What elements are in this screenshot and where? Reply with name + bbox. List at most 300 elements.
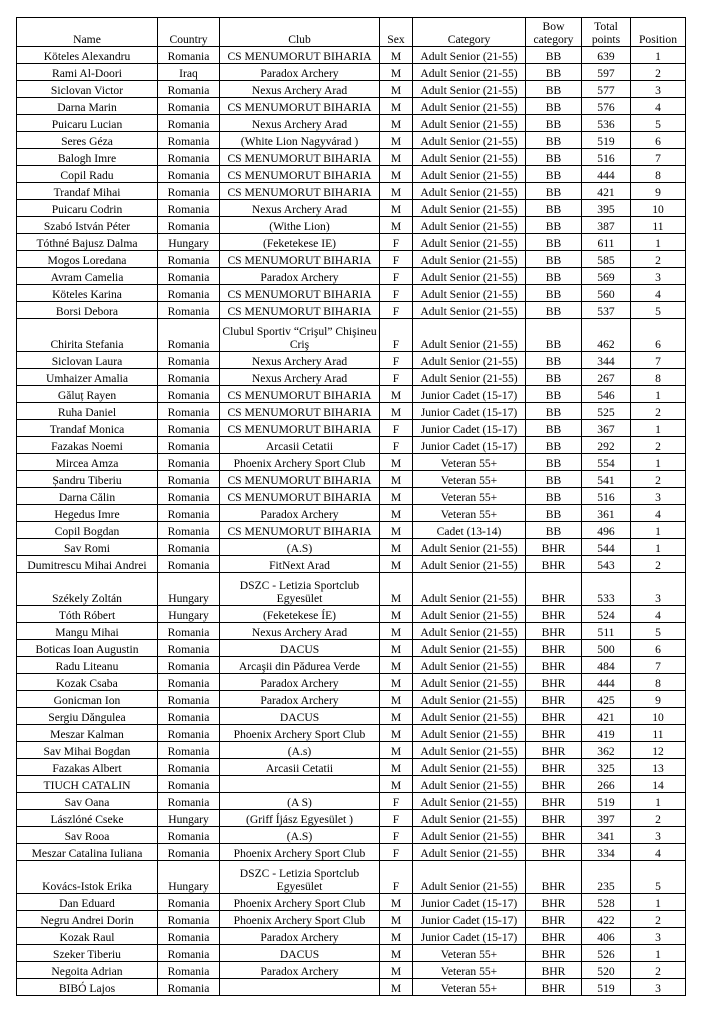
club-cell: Nexus Archery Arad xyxy=(220,352,380,369)
category-cell: Adult Senior (21-55) xyxy=(413,759,526,776)
table-row xyxy=(17,319,686,352)
position-cell: 10 xyxy=(631,200,686,217)
bow-category-cell: BB xyxy=(526,149,582,166)
country-cell: Romania xyxy=(158,285,220,302)
total-points-cell: 325 xyxy=(582,759,631,776)
total-points-cell: 334 xyxy=(582,844,631,861)
category-cell: Adult Senior (21-55) xyxy=(413,285,526,302)
bow-category-cell: BHR xyxy=(526,674,582,691)
bow-category-cell: BHR xyxy=(526,928,582,945)
position-cell: 5 xyxy=(631,623,686,640)
name-cell: Kozak Raul xyxy=(17,928,158,945)
bow-category-cell: BB xyxy=(526,268,582,285)
sex-cell: F xyxy=(380,844,413,861)
country-cell: Romania xyxy=(158,132,220,149)
position-cell: 6 xyxy=(631,132,686,149)
bow-category-cell: BHR xyxy=(526,810,582,827)
country-cell: Romania xyxy=(158,640,220,657)
position-cell: 13 xyxy=(631,759,686,776)
bow-category-cell: BB xyxy=(526,234,582,251)
table-row xyxy=(17,251,686,268)
name-cell: Sav Mihai Bogdan xyxy=(17,742,158,759)
country-cell: Romania xyxy=(158,674,220,691)
position-cell: 1 xyxy=(631,793,686,810)
total-points-cell: 511 xyxy=(582,623,631,640)
total-points-cell: 267 xyxy=(582,369,631,386)
bow-category-cell: BHR xyxy=(526,742,582,759)
table-row xyxy=(17,302,686,319)
results-table xyxy=(16,17,686,996)
country-cell: Romania xyxy=(158,844,220,861)
club-cell: CS MENUMORUT BIHARIA xyxy=(220,183,380,200)
club-cell: CS MENUMORUT BIHARIA xyxy=(220,251,380,268)
sex-cell: M xyxy=(380,776,413,793)
bow-category-cell: BHR xyxy=(526,861,582,894)
category-cell: Adult Senior (21-55) xyxy=(413,793,526,810)
position-cell: 2 xyxy=(631,556,686,573)
category-cell: Adult Senior (21-55) xyxy=(413,81,526,98)
table-row xyxy=(17,962,686,979)
country-cell: Romania xyxy=(158,894,220,911)
position-cell: 3 xyxy=(631,488,686,505)
sex-cell: M xyxy=(380,454,413,471)
club-cell: (A S) xyxy=(220,793,380,810)
club-cell: DSZC - Letizia Sportclub Egyesület xyxy=(220,573,380,606)
position-cell: 7 xyxy=(631,352,686,369)
total-points-cell: 541 xyxy=(582,471,631,488)
category-cell: Adult Senior (21-55) xyxy=(413,674,526,691)
bow-category-cell: BB xyxy=(526,352,582,369)
position-cell: 3 xyxy=(631,827,686,844)
table-row xyxy=(17,47,686,64)
country-cell: Romania xyxy=(158,488,220,505)
total-points-cell: 341 xyxy=(582,827,631,844)
sex-cell: M xyxy=(380,217,413,234)
bow-category-cell: BHR xyxy=(526,657,582,674)
total-points-cell: 526 xyxy=(582,945,631,962)
table-row xyxy=(17,115,686,132)
total-points-cell: 560 xyxy=(582,285,631,302)
club-cell: (Feketekese ÍE) xyxy=(220,606,380,623)
category-cell: Adult Senior (21-55) xyxy=(413,657,526,674)
table-row xyxy=(17,200,686,217)
table-row xyxy=(17,776,686,793)
table-row xyxy=(17,183,686,200)
name-cell: Ruha Daniel xyxy=(17,403,158,420)
table-row xyxy=(17,793,686,810)
position-cell: 2 xyxy=(631,403,686,420)
name-cell: Hegedus Imre xyxy=(17,505,158,522)
sex-cell: M xyxy=(380,166,413,183)
sex-cell: M xyxy=(380,894,413,911)
club-cell: Arcaşii din Pădurea Verde xyxy=(220,657,380,674)
table-row xyxy=(17,911,686,928)
table-row xyxy=(17,759,686,776)
category-cell: Veteran 55+ xyxy=(413,454,526,471)
table-row xyxy=(17,81,686,98)
bow-category-cell: BB xyxy=(526,386,582,403)
name-cell: Borsi Debora xyxy=(17,302,158,319)
country-cell: Romania xyxy=(158,708,220,725)
position-cell: 5 xyxy=(631,861,686,894)
bow-category-cell: BB xyxy=(526,183,582,200)
sex-cell: M xyxy=(380,657,413,674)
club-cell: CS MENUMORUT BIHARIA xyxy=(220,166,380,183)
club-cell: CS MENUMORUT BIHARIA xyxy=(220,420,380,437)
table-row xyxy=(17,369,686,386)
table-row xyxy=(17,945,686,962)
name-cell: Meszar Catalina Iuliana xyxy=(17,844,158,861)
category-cell: Adult Senior (21-55) xyxy=(413,640,526,657)
total-points-cell: 537 xyxy=(582,302,631,319)
sex-cell: F xyxy=(380,302,413,319)
sex-cell: F xyxy=(380,268,413,285)
sex-cell: M xyxy=(380,945,413,962)
bow-category-cell: BB xyxy=(526,115,582,132)
club-cell: Phoenix Archery Sport Club xyxy=(220,454,380,471)
position-cell: 6 xyxy=(631,319,686,352)
bow-category-cell: BB xyxy=(526,369,582,386)
name-cell: Mangu Mihai xyxy=(17,623,158,640)
bow-category-cell: BHR xyxy=(526,962,582,979)
bow-category-cell: BB xyxy=(526,420,582,437)
bow-category-cell: BHR xyxy=(526,691,582,708)
position-cell: 7 xyxy=(631,657,686,674)
table-row xyxy=(17,928,686,945)
position-cell: 2 xyxy=(631,911,686,928)
bow-category-cell: BHR xyxy=(526,979,582,996)
name-cell: Copil Bogdan xyxy=(17,522,158,539)
name-cell: TIUCH CATALIN xyxy=(17,776,158,793)
bow-category-cell: BHR xyxy=(526,894,582,911)
name-cell: Boticas Ioan Augustin xyxy=(17,640,158,657)
name-cell: Lászlóné Cseke xyxy=(17,810,158,827)
position-cell: 9 xyxy=(631,183,686,200)
sex-cell: M xyxy=(380,81,413,98)
table-row xyxy=(17,810,686,827)
club-cell: Paradox Archery xyxy=(220,64,380,81)
total-points-cell: 444 xyxy=(582,674,631,691)
total-points-cell: 422 xyxy=(582,911,631,928)
sex-cell: F xyxy=(380,285,413,302)
name-cell: Meszar Kalman xyxy=(17,725,158,742)
category-cell: Junior Cadet (15-17) xyxy=(413,386,526,403)
sex-cell: M xyxy=(380,505,413,522)
name-cell: Sav Rooa xyxy=(17,827,158,844)
table-row xyxy=(17,234,686,251)
club-cell: CS MENUMORUT BIHARIA xyxy=(220,47,380,64)
table-row xyxy=(17,640,686,657)
name-cell: Kovács-Istok Erika xyxy=(17,861,158,894)
total-points-cell: 484 xyxy=(582,657,631,674)
table-row xyxy=(17,352,686,369)
category-cell: Adult Senior (21-55) xyxy=(413,251,526,268)
name-cell: Fazakas Albert xyxy=(17,759,158,776)
bow-category-cell: BB xyxy=(526,132,582,149)
table-row xyxy=(17,522,686,539)
name-cell: Kozak Csaba xyxy=(17,674,158,691)
bow-category-cell: BHR xyxy=(526,623,582,640)
sex-cell: M xyxy=(380,539,413,556)
bow-category-cell: BB xyxy=(526,522,582,539)
category-cell: Adult Senior (21-55) xyxy=(413,776,526,793)
sex-cell: F xyxy=(380,251,413,268)
sex-cell: F xyxy=(380,827,413,844)
table-row xyxy=(17,979,686,996)
bow-category-cell: BB xyxy=(526,437,582,454)
club-cell: (A.S) xyxy=(220,827,380,844)
header-total-points: Total points xyxy=(582,18,631,47)
country-cell: Romania xyxy=(158,149,220,166)
position-cell: 10 xyxy=(631,708,686,725)
country-cell: Romania xyxy=(158,217,220,234)
club-cell: CS MENUMORUT BIHARIA xyxy=(220,522,380,539)
total-points-cell: 524 xyxy=(582,606,631,623)
total-points-cell: 387 xyxy=(582,217,631,234)
name-cell: Trandaf Mihai xyxy=(17,183,158,200)
country-cell: Romania xyxy=(158,928,220,945)
total-points-cell: 528 xyxy=(582,894,631,911)
sex-cell: M xyxy=(380,471,413,488)
category-cell: Veteran 55+ xyxy=(413,945,526,962)
country-cell: Romania xyxy=(158,98,220,115)
category-cell: Veteran 55+ xyxy=(413,979,526,996)
category-cell: Adult Senior (21-55) xyxy=(413,623,526,640)
sex-cell: M xyxy=(380,606,413,623)
club-cell: (Feketekese IE) xyxy=(220,234,380,251)
total-points-cell: 367 xyxy=(582,420,631,437)
country-cell: Iraq xyxy=(158,64,220,81)
position-cell: 8 xyxy=(631,369,686,386)
bow-category-cell: BB xyxy=(526,505,582,522)
bow-category-cell: BB xyxy=(526,166,582,183)
category-cell: Adult Senior (21-55) xyxy=(413,302,526,319)
category-cell: Adult Senior (21-55) xyxy=(413,708,526,725)
sex-cell: F xyxy=(380,420,413,437)
club-cell xyxy=(220,979,380,996)
country-cell: Romania xyxy=(158,962,220,979)
club-cell: Clubul Sportiv “Crişul” Chişineu Criş xyxy=(220,319,380,352)
club-cell: CS MENUMORUT BIHARIA xyxy=(220,302,380,319)
position-cell: 4 xyxy=(631,606,686,623)
table-body xyxy=(17,47,686,996)
name-cell: Szeker Tiberiu xyxy=(17,945,158,962)
country-cell: Hungary xyxy=(158,234,220,251)
category-cell: Adult Senior (21-55) xyxy=(413,319,526,352)
category-cell: Veteran 55+ xyxy=(413,962,526,979)
total-points-cell: 266 xyxy=(582,776,631,793)
total-points-cell: 525 xyxy=(582,403,631,420)
country-cell: Romania xyxy=(158,166,220,183)
club-cell: Arcasii Cetatii xyxy=(220,437,380,454)
total-points-cell: 519 xyxy=(582,979,631,996)
position-cell: 11 xyxy=(631,217,686,234)
table-row xyxy=(17,623,686,640)
club-cell: Paradox Archery xyxy=(220,268,380,285)
country-cell: Romania xyxy=(158,251,220,268)
total-points-cell: 362 xyxy=(582,742,631,759)
club-cell: (Withe Lion) xyxy=(220,217,380,234)
category-cell: Adult Senior (21-55) xyxy=(413,166,526,183)
position-cell: 2 xyxy=(631,962,686,979)
club-cell: Paradox Archery xyxy=(220,674,380,691)
category-cell: Adult Senior (21-55) xyxy=(413,47,526,64)
sex-cell: M xyxy=(380,962,413,979)
total-points-cell: 421 xyxy=(582,708,631,725)
total-points-cell: 419 xyxy=(582,725,631,742)
country-cell: Romania xyxy=(158,47,220,64)
sex-cell: M xyxy=(380,132,413,149)
sex-cell: M xyxy=(380,64,413,81)
club-cell: CS MENUMORUT BIHARIA xyxy=(220,285,380,302)
club-cell: DACUS xyxy=(220,640,380,657)
club-cell: Phoenix Archery Sport Club xyxy=(220,844,380,861)
position-cell: 2 xyxy=(631,251,686,268)
position-cell: 5 xyxy=(631,302,686,319)
name-cell: Fazakas Noemi xyxy=(17,437,158,454)
country-cell: Hungary xyxy=(158,861,220,894)
sex-cell: M xyxy=(380,183,413,200)
club-cell: Phoenix Archery Sport Club xyxy=(220,911,380,928)
position-cell: 1 xyxy=(631,454,686,471)
country-cell: Romania xyxy=(158,657,220,674)
table-row xyxy=(17,657,686,674)
category-cell: Adult Senior (21-55) xyxy=(413,132,526,149)
name-cell: Găluț Rayen xyxy=(17,386,158,403)
total-points-cell: 639 xyxy=(582,47,631,64)
table-row xyxy=(17,861,686,894)
sex-cell: M xyxy=(380,742,413,759)
country-cell: Romania xyxy=(158,471,220,488)
position-cell: 1 xyxy=(631,420,686,437)
header-sex: Sex xyxy=(380,18,413,47)
position-cell: 2 xyxy=(631,437,686,454)
name-cell: Seres Géza xyxy=(17,132,158,149)
table-row xyxy=(17,64,686,81)
name-cell: Negru Andrei Dorin xyxy=(17,911,158,928)
total-points-cell: 536 xyxy=(582,115,631,132)
sex-cell: F xyxy=(380,319,413,352)
club-cell: Arcasii Cetatii xyxy=(220,759,380,776)
sex-cell: F xyxy=(380,234,413,251)
club-cell: (Griff Íjász Egyesület ) xyxy=(220,810,380,827)
bow-category-cell: BB xyxy=(526,217,582,234)
country-cell: Romania xyxy=(158,386,220,403)
bow-category-cell: BHR xyxy=(526,640,582,657)
total-points-cell: 597 xyxy=(582,64,631,81)
country-cell: Romania xyxy=(158,420,220,437)
name-cell: Mogos Loredana xyxy=(17,251,158,268)
table-row xyxy=(17,132,686,149)
club-cell xyxy=(220,776,380,793)
total-points-cell: 543 xyxy=(582,556,631,573)
name-cell: Copil Radu xyxy=(17,166,158,183)
club-cell: CS MENUMORUT BIHARIA xyxy=(220,98,380,115)
table-row xyxy=(17,454,686,471)
position-cell: 1 xyxy=(631,522,686,539)
country-cell: Romania xyxy=(158,979,220,996)
sex-cell: M xyxy=(380,149,413,166)
header-country: Country xyxy=(158,18,220,47)
sex-cell: F xyxy=(380,369,413,386)
header-bow-category: Bow category xyxy=(526,18,582,47)
position-cell: 4 xyxy=(631,285,686,302)
country-cell: Romania xyxy=(158,623,220,640)
category-cell: Junior Cadet (15-17) xyxy=(413,403,526,420)
club-cell: DACUS xyxy=(220,708,380,725)
club-cell: DSZC - Letizia Sportclub Egyesület xyxy=(220,861,380,894)
sex-cell: F xyxy=(380,437,413,454)
table-row xyxy=(17,708,686,725)
total-points-cell: 554 xyxy=(582,454,631,471)
total-points-cell: 397 xyxy=(582,810,631,827)
table-row xyxy=(17,894,686,911)
bow-category-cell: BHR xyxy=(526,556,582,573)
sex-cell: M xyxy=(380,623,413,640)
bow-category-cell: BB xyxy=(526,302,582,319)
table-row xyxy=(17,149,686,166)
club-cell: (White Lion Nagyvárad ) xyxy=(220,132,380,149)
country-cell: Romania xyxy=(158,776,220,793)
sex-cell: M xyxy=(380,911,413,928)
sex-cell: F xyxy=(380,861,413,894)
name-cell: Szabó István Péter xyxy=(17,217,158,234)
country-cell: Romania xyxy=(158,505,220,522)
name-cell: Székely Zoltán xyxy=(17,573,158,606)
name-cell: Darna Marin xyxy=(17,98,158,115)
country-cell: Romania xyxy=(158,352,220,369)
category-cell: Adult Senior (21-55) xyxy=(413,742,526,759)
table-row xyxy=(17,691,686,708)
sex-cell: M xyxy=(380,47,413,64)
table-row xyxy=(17,166,686,183)
position-cell: 3 xyxy=(631,81,686,98)
name-cell: Negoita Adrian xyxy=(17,962,158,979)
total-points-cell: 500 xyxy=(582,640,631,657)
position-cell: 1 xyxy=(631,894,686,911)
position-cell: 8 xyxy=(631,674,686,691)
country-cell: Romania xyxy=(158,437,220,454)
total-points-cell: 544 xyxy=(582,539,631,556)
position-cell: 3 xyxy=(631,979,686,996)
bow-category-cell: BB xyxy=(526,471,582,488)
name-cell: Chirita Stefania xyxy=(17,319,158,352)
name-cell: Puicaru Codrin xyxy=(17,200,158,217)
category-cell: Adult Senior (21-55) xyxy=(413,352,526,369)
position-cell: 2 xyxy=(631,64,686,81)
bow-category-cell: BB xyxy=(526,200,582,217)
name-cell: Dumitrescu Mihai Andrei xyxy=(17,556,158,573)
category-cell: Junior Cadet (15-17) xyxy=(413,928,526,945)
country-cell: Romania xyxy=(158,115,220,132)
name-cell: Avram Camelia xyxy=(17,268,158,285)
position-cell: 1 xyxy=(631,386,686,403)
name-cell: Radu Liteanu xyxy=(17,657,158,674)
total-points-cell: 425 xyxy=(582,691,631,708)
table-row xyxy=(17,285,686,302)
country-cell: Hungary xyxy=(158,810,220,827)
name-cell: Siclovan Laura xyxy=(17,352,158,369)
sex-cell: M xyxy=(380,674,413,691)
country-cell: Romania xyxy=(158,200,220,217)
table-row xyxy=(17,844,686,861)
bow-category-cell: BHR xyxy=(526,911,582,928)
bow-category-cell: BB xyxy=(526,403,582,420)
bow-category-cell: BB xyxy=(526,47,582,64)
sex-cell: F xyxy=(380,810,413,827)
total-points-cell: 361 xyxy=(582,505,631,522)
club-cell: Phoenix Archery Sport Club xyxy=(220,725,380,742)
